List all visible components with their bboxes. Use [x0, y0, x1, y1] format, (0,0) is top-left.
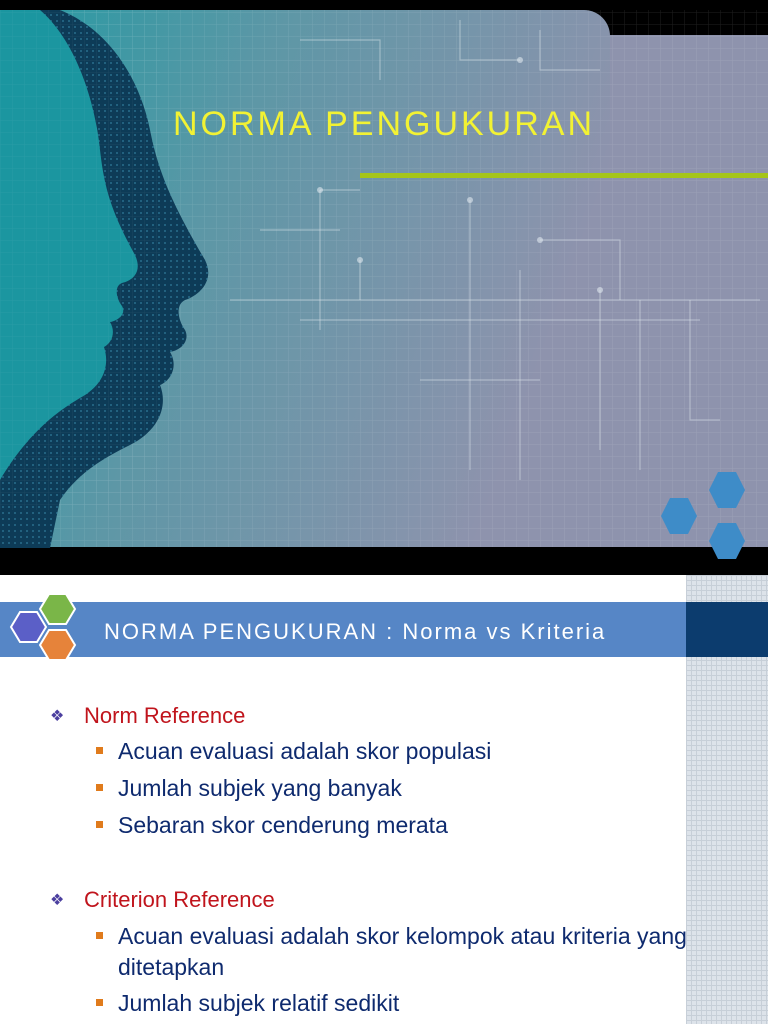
list-item: [96, 736, 696, 767]
list-item-text: Jumlah subjek yang banyak: [118, 775, 402, 801]
section-heading-text: Criterion Reference: [84, 887, 275, 912]
slide-header-title: NORMA PENGUKURAN : Norma vs Kriteria: [104, 619, 607, 644]
section-heading-text: Norm Reference: [84, 703, 246, 728]
diamond-bullet-icon: ❖: [50, 892, 65, 909]
list-item: [96, 988, 696, 1019]
square-bullet-icon: [96, 932, 103, 939]
slide-title: [0, 105, 768, 144]
section-heading-criterion-reference: [50, 887, 275, 913]
title-underline-rule: [360, 173, 768, 178]
list-item-text: Acuan evaluasi adalah skor kelompok atau kriteria yang ditetapkan: [118, 923, 687, 980]
slide-title-text: NORMA PENGUKURAN: [172, 105, 596, 143]
hexagon-cluster-icon: [640, 465, 750, 575]
square-bullet-icon: [96, 784, 103, 791]
square-bullet-icon: [96, 821, 103, 828]
hexagon-logo-icon: [6, 590, 90, 670]
list-item-text: Sebaran skor cenderung merata: [118, 812, 448, 838]
list-item-text: Jumlah subjek relatif sedikit: [118, 990, 400, 1016]
content-slide: [0, 575, 768, 1024]
section-heading-norm-reference: [50, 703, 245, 729]
list-item: [96, 921, 696, 983]
list-item: [96, 773, 696, 804]
square-bullet-icon: [96, 999, 103, 1006]
list-item-text: Acuan evaluasi adalah skor populasi: [118, 738, 492, 764]
list-item: [96, 810, 696, 841]
diamond-bullet-icon: ❖: [50, 708, 65, 725]
header-bar-accent: [686, 602, 768, 657]
square-bullet-icon: [96, 747, 103, 754]
